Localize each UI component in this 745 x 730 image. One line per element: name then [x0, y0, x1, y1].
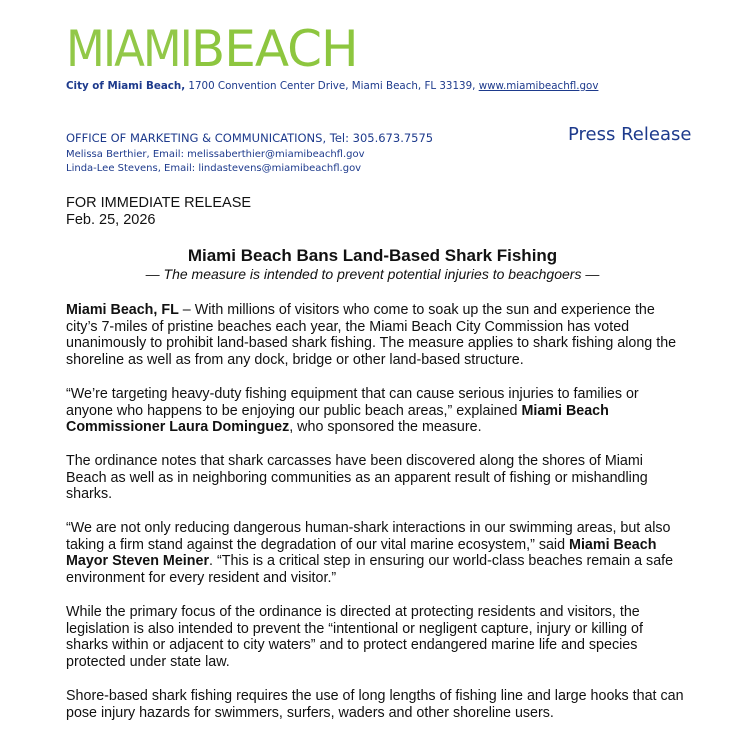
- logo-beach: BEACH: [190, 20, 358, 78]
- miami-beach-logo: [66, 20, 358, 78]
- paragraph-4: [66, 520, 686, 586]
- subheadline: — The measure is intended to prevent potential injuries to beachgoers —: [145, 266, 600, 282]
- paragraph-1-text: – With millions of visitors who come to soak up the sun and experience the city’s 7-miles of pristine beaches each year, the Miami Beach City Commission has voted unanimously to prohibit land-based shark fishing. The measure applies to shark fishing along the shoreline as well as from any dock, bridge or other land-based structure.: [66, 302, 677, 368]
- commissioner-name: Miami Beach Commissioner Laura Dominguez: [66, 402, 609, 436]
- paragraph-2-text-a: “We’re targeting heavy-duty fishing equipment that can cause serious injuries to families or anyone who happens to be enjoying our public beach areas,” explained: [66, 386, 639, 419]
- paragraph-6: [66, 688, 686, 721]
- mayor-name: Miami Beach Mayor Steven Meiner: [66, 536, 657, 570]
- paragraph-2-text-b: , who sponsored the measure.: [289, 419, 482, 436]
- office-line: OFFICE OF MARKETING & COMMUNICATIONS, Tel: 305.673.7575: [66, 131, 434, 145]
- paragraph-5-text: While the primary focus of the ordinance is directed at protecting residents and visitors, the legislation is also intended to prevent the “intentional or negligent capture, injury or killing of sharks within or adjacent to city waters” and to protect endangered marine life and species protected under state law.: [66, 604, 643, 670]
- release-date: Feb. 25, 2026: [66, 212, 156, 228]
- paragraph-3-text: The ordinance notes that shark carcasses have been discovered along the shores of Miami Beach as well as in neighboring communities as an apparent result of fishing or mishandling sharks.: [66, 453, 648, 503]
- paragraph-3: [66, 453, 686, 503]
- paragraph-1: [66, 302, 686, 368]
- headline: Miami Beach Bans Land-Based Shark Fishing: [187, 246, 558, 265]
- street-address: 1700 Convention Center Drive, Miami Beach, FL 33139,: [185, 80, 479, 92]
- city-name: City of Miami Beach,: [66, 80, 186, 92]
- website-link[interactable]: www.miamibeachfl.gov: [478, 80, 599, 92]
- logo-miami: MIAMI: [66, 20, 191, 78]
- contact-linda-lee-stevens: Linda-Lee Stevens, Email: lindastevens@miamibeachfl.gov: [66, 163, 362, 174]
- press-release-label: Press Release: [568, 124, 692, 145]
- contact-melissa-berthier: Melissa Berthier, Email: melissaberthier@miamibeachfl.gov: [66, 149, 365, 160]
- paragraph-5: [66, 604, 686, 670]
- paragraph-4-text-a: “We are not only reducing dangerous human-shark interactions in our swimming areas, but also taking a firm stand against the degradation of our vital marine ecosystem,” said: [66, 520, 671, 553]
- paragraph-2: [66, 386, 686, 436]
- paragraph-6-text: Shore-based shark fishing requires the use of long lengths of fishing line and large hooks that can pose injury hazards for swimmers, surfers, waders and other shoreline users.: [66, 688, 684, 721]
- release-status: FOR IMMEDIATE RELEASE: [66, 195, 252, 211]
- paragraph-4-text-b: . “This is a critical step in ensuring our world-class beaches remain a safe environment for every resident and visitor.”: [66, 553, 674, 586]
- dateline: Miami Beach, FL: [66, 302, 179, 318]
- city-address: [66, 80, 598, 92]
